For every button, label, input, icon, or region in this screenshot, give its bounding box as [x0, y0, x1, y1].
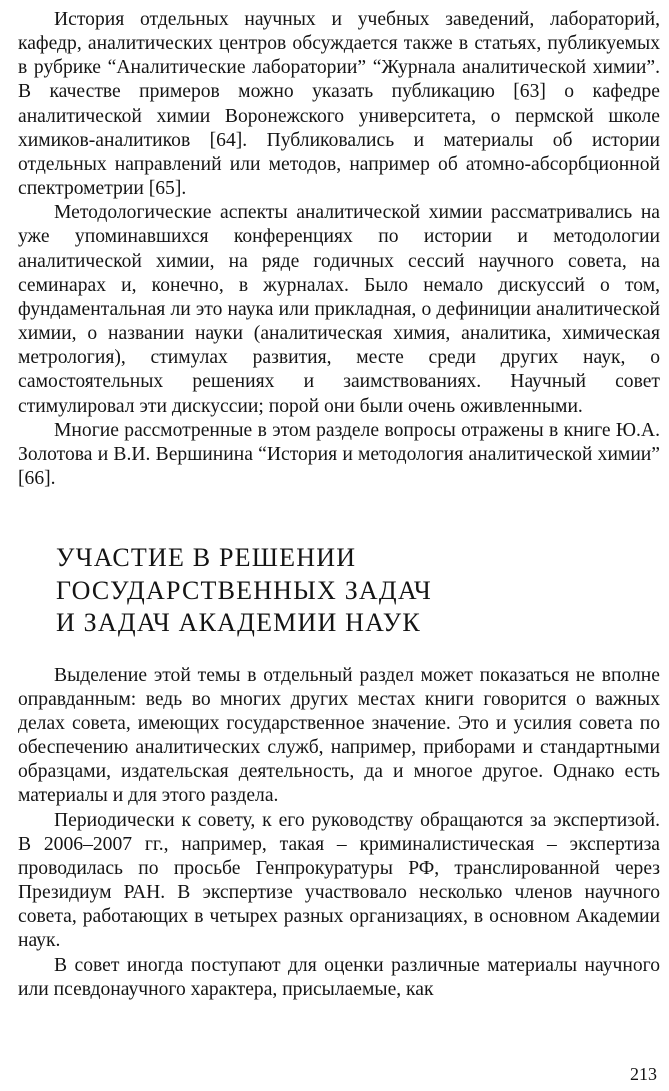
- paragraph-book-reference: Многие рассмотренные в этом разделе вопросы отражены в книге Ю.А. Золотова и В.И. Вершинина “История и методология аналитической химии” [66].: [18, 419, 660, 489]
- paragraph-methodology: Методологические аспекты аналитической химии рассматривались на уже упоминавшихся конференциях по истории и методологии аналитической химии, на ряде годичных сессий научного совета, на семинарах и, конечно, в журналах. Было немало дискуссий о том, фундаментальная ли это наука или прикладная, о дефиниции аналитической химии, о названии науки (аналитическая химия, аналитика, химическая метрология), стимулах развития, месте среди других наук, о самостоятельных решениях и заимствованиях. Научный совет стимулировал эти дискуссии; порой они были очень оживленными.: [18, 202, 660, 417]
- book-page: [18, 8, 660, 1002]
- state-tasks-section: [18, 664, 660, 1002]
- paragraph-section-justification: Выделение этой темы в отдельный раздел может показаться не вполне оправданным: ведь во многих других местах книги говорится о важных делах совета, имеющих государственное значение. Это и усилия совета по обеспечению аналитических служб, например, приборами и стандартными образцами, издательская деятельность, да и многое другое. Однако есть материалы и для этого раздела.: [18, 664, 660, 807]
- paragraph-materials-evaluation: В совет иногда поступают для оценки различные материалы научного или псевдонаучного характера, присылаемые, как: [18, 954, 660, 1000]
- page-number: 213: [630, 1064, 657, 1084]
- spacer: [18, 640, 660, 664]
- history-section: [18, 8, 660, 491]
- section-heading: УЧАСТИЕ В РЕШЕНИИ ГОСУДАРСТВЕННЫХ ЗАДАЧ И ЗАДАЧ АКАДЕМИИ НАУК: [56, 543, 432, 638]
- spacer: [18, 491, 660, 542]
- paragraph-expertise: Периодически к совету, к его руководству обращаются за экспертизой. В 2006–2007 гг., например, такая – криминалистическая – экспертиза проводилась по просьбе Генпрокуратуры РФ, транслированной через Президиум РАН. В экспертизе участвовало несколько членов научного совета, работающих в четырех разных организациях, в основном Академии наук.: [18, 809, 660, 952]
- paragraph-institutions-history: История отдельных научных и учебных заведений, лабораторий, кафедр, аналитических центров обсуждается также в статьях, публикуемых в рубрике “Аналитические лаборатории” “Журнала аналитической химии”. В качестве примеров можно указать публикацию [63] о кафедре аналитической химии Воронежского университета, о пермской школе химиков-аналитиков [64]. Публиковались и материалы об истории отдельных направлений или методов, например об атомно-абсорбционной спектрометрии [65].: [18, 9, 660, 200]
